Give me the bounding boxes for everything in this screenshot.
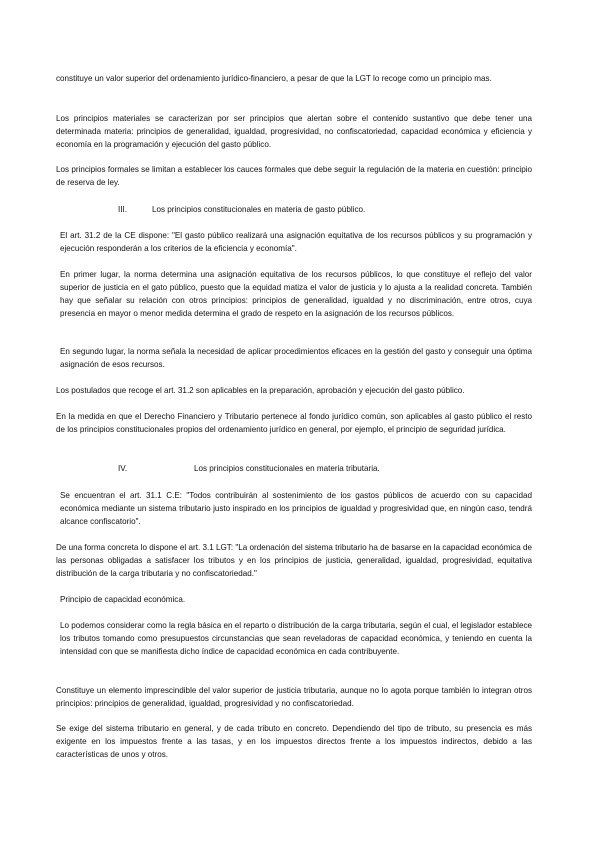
paragraph-derecho-financiero: En la medida en que el Derecho Financiero y Tributario pertenece al fondo jurídico común, son aplicables al gasto público el resto de los principios constitucionales propios del ordenamiento jurídico en general, por ejemplo, el principio de seguridad jurídica. (56, 412, 532, 434)
paragraph-principios-formales: Los principios formales se limitan a establecer los cauces formales que debe seguir la regulación de la materia en cuestión: principio de reserva de ley. (56, 165, 532, 187)
section-number-iii: III. (118, 205, 127, 214)
paragraph-art-3-1-lgt: De una forma concreta lo dispone el art. 3.1 LGT: "La ordenación del sistema tributario ha de basarse en la capacidad económica de las personas obligadas a satisfacer los tributos y en los principios de justicia, generalidad, igualdad, progresividad, equitativa distribución de la carga tributaria y no confiscatoriedad." (56, 543, 532, 578)
subheading-capacidad-economica: Principio de capacidad económica. (60, 595, 186, 604)
paragraph-art-31-2: El art. 31.2 de la CE dispone: "El gasto público realizará una asignación equitativa de los recursos públicos y su programación y ejecución responderán a los criterios de la eficiencia y economía". (60, 231, 532, 253)
section-heading-materia-tributaria: Los principios constitucionales en materia tributaria. (194, 464, 380, 473)
paragraph-postulados: Los postulados que recoge el art. 31.2 son aplicables en la preparación, aprobación y ejecución del gasto público. (56, 386, 465, 395)
paragraph-regla-basica: Lo podemos considerar como la regla básica en el reparto o distribución de la carga tributaria, según el cual, el legislador establece los tributos tomando como presupuestos circunstancias que sean reveladoras de capacidad económica, y teniendo en cuenta la intensidad con que se manifiesta dicho índice de capacidad económica en cada contribuyente. (60, 621, 532, 656)
paragraph-primer-lugar: En primer lugar, la norma determina una asignación equitativa de los recursos públicos, lo que constituye el reflejo del valor superior de justicia en el gato público, puesto que la equidad matiza el valor de justicia y lo ajusta a la realidad concreta. También hay que señalar su relación con otros principios: principios de generalidad, igualdad y no discriminación, entre otros, cuya presencia en mayor o menor medida determina el grado de respeto en la asignación de los recursos públicos. (60, 270, 532, 318)
paragraph-art-31-1: Se encuentran el art. 31.1 C.E: "Todos contribuirán al sostenimiento de los gastos públicos de acuerdo con su capacidad económica mediante un sistema tributario justo inspirado en los principios de igualdad y progresividad que, en ningún caso, tendrá alcance confiscatorio". (60, 491, 532, 526)
section-heading-gasto-publico: Los principios constitucionales en materia de gasto público. (152, 205, 366, 214)
paragraph-elemento-imprescindible: Constituye un elemento imprescindible del valor superior de justicia tributaria, aunque no lo agota porque también lo integran otros principios: principios de generalidad, igualdad, progresividad y no confiscatoriedad. (56, 686, 532, 708)
paragraph-segundo-lugar: En segundo lugar, la norma señala la necesidad de aplicar procedimientos eficaces en la gestión del gasto y conseguir una óptima asignación de esos recursos. (60, 347, 532, 369)
section-number-iv: IV. (118, 464, 128, 473)
paragraph-sistema-tributario: Se exige del sistema tributario en general, y de cada tributo en concreto. Dependiendo del tipo de tributo, su presencia es más exigente en los impuestos frente a las tasas, y en los impuestos directos frente a los impuestos indirectos, debido a las características de unos y otros. (56, 724, 532, 759)
paragraph-principios-materiales: Los principios materiales se caracterizan por ser principios que alertan sobre el contenido sustantivo que debe tener una determinada materia: principios de generalidad, igualdad, progresividad, no confiscatoriedad, capacidad económica y eficiencia y economía en la programación y ejecución del gasto público. (56, 114, 532, 149)
paragraph-capacidad-economica-intro: constituye un valor superior del ordenamiento jurídico-financiero, a pesar de que la LGT lo recoge como un principio mas. (56, 74, 492, 83)
